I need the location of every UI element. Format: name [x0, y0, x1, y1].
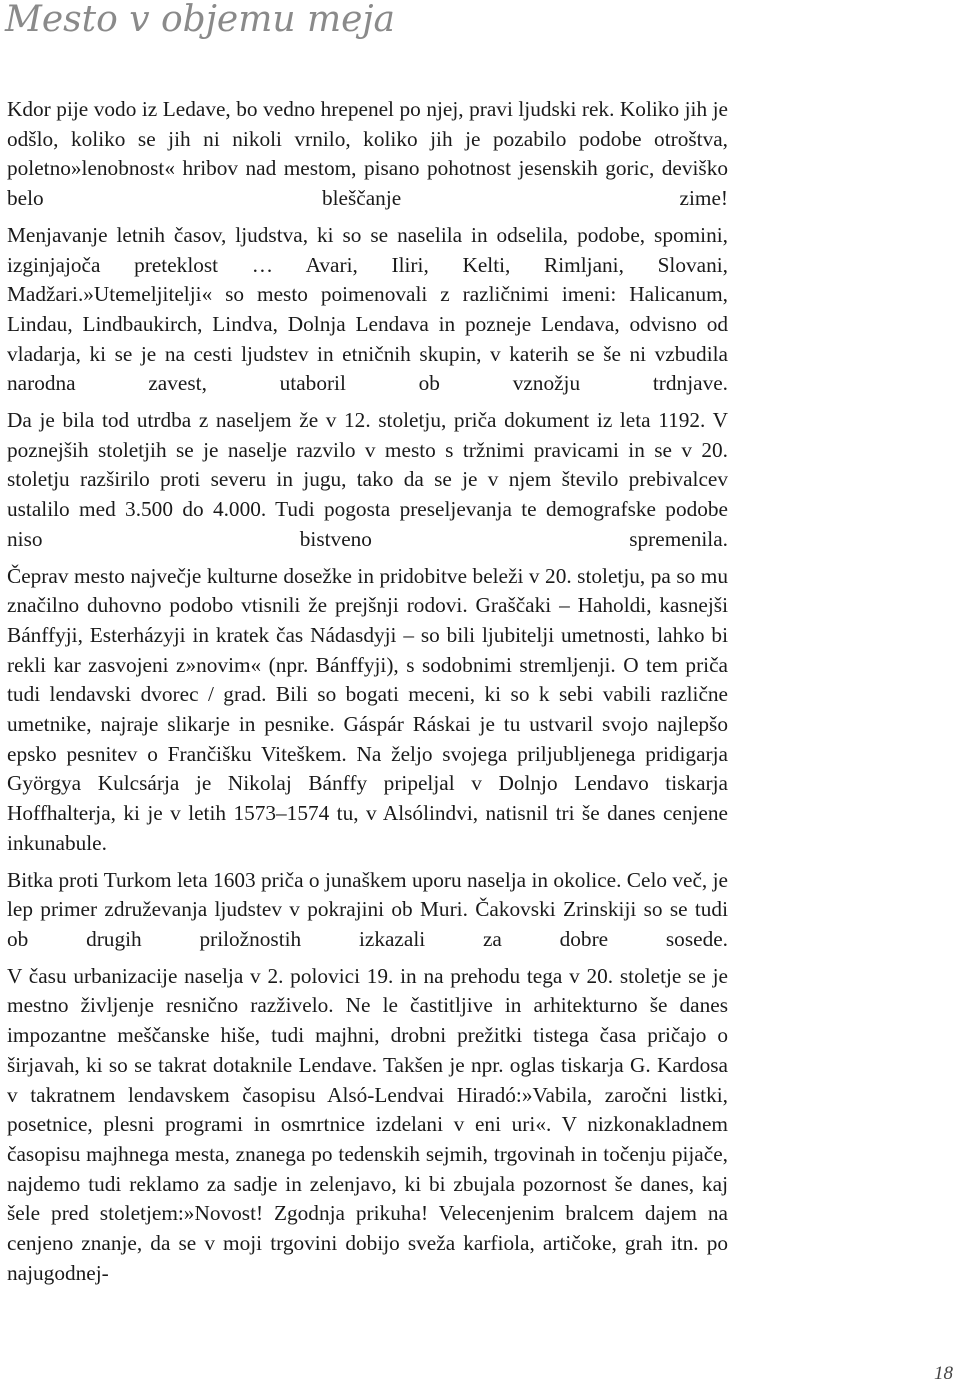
paragraph-3: Da je bila tod utrdba z naseljem že v 12. stoletju, priča dokument iz leta 1192. V poznejših stoletjih se je naselje razvilo v mesto s tržnimi pravicami in se v 20. stoletju razširilo proti severu in jugu, tako da se je v njem število prebivalcev ustalilo med 3.500 do 4.000. Tudi pogosta preseljevanja te demografske podobe niso bistveno spremenila. [7, 408, 728, 551]
body-text [7, 95, 728, 1295]
page-title: Mesto v objemu meja [5, 0, 396, 40]
paragraph-5: Bitka proti Turkom leta 1603 priča o junaškem uporu naselja in okolice. Celo več, je lep primer združevanja ljudstev v pokrajini ob Muri. Čakovski Zrinskiji so se tudi ob drugih priložnostih izkazali za dobre sosede. [7, 867, 728, 951]
paragraph-4: Čeprav mesto največje kulturne dosežke in pridobitve beleži v 20. stoletju, pa so mu značilno duhovno podobo vtisnili že prejšnji rodovi. Graščaki – Haholdi, kasnejši Bánffyji, Esterházyji in kratek čas Nádasdyji – so bili ljubitelji umetnosti, lahko bi rekli kar zasvojeni z»novim« (npr. Bánffyji), s sodobnimi stremljenji. O tem priča tudi lendavski dvorec / grad. Bili so bogati meceni, ki so k sebi vabili različne umetnike, najraje slikarje in pesnike. Gáspár Ráskai je tu ustvaril svojo najlepšo epsko pesnitev o Frančišku Viteškem. Na željo svojega priljubljenega pridigarja Györgya Kulcsárja je Nikolaj Bánffy pripeljal v Dolnjo Lendavo tiskarja Hoffhalterja, ki je v letih 1573–1574 tu, v Alsólindvi, natisnil tri še danes cenjene inkunabule. [7, 563, 728, 855]
paragraph-1: Kdor pije vodo iz Ledave, bo vedno hrepenel po njej, pravi ljudski rek. Koliko jih je odšlo, koliko se jih ni nikoli vrnilo, koliko jih je pozabilo podobe otroštva, poletno»lenobnost« hribov nad mestom, pisano pohotnost jesenskih goric, deviško belo bleščanje zime! [7, 97, 728, 211]
paragraph-6: V času urbanizacije naselja v 2. polovici 19. in na prehodu tega v 20. stoletje se je mestno življenje resnično razživelo. Ne le častitljive in arhitekturno še danes impozantne meščanske hiše, tudi majhni, drobni prežitki tistega časa pričajo o širjavah, ki so se takrat dotaknile Lendave. Takšen je npr. oglas tiskarja G. Kardosa v takratnem lendavskem časopisu Alsó-Lendvai Hiradó:»Vabila, zaročni listki, posetnice, plesni programi in osmrtnice izdelani v eni uri«. V nizkonakladnem časopisu majhnega mesta, znanega po tedenskih sejmih, trgovinah in točenju pijače, najdemo tudi reklamo za sadje in zelenjavo, ki bi zbujala pozornost še danes, kaj šele pred stoletjem:»Novost! Zgodnja prikuha! Velecenjenim bralcem dajem na cenjeno znanje, da se v moji trgovini dobijo sveža karfiola, artičoke, grah itn. po najugodnej- [7, 963, 728, 1285]
paragraph-2: Menjavanje letnih časov, ljudstva, ki so se naselila in odselila, podobe, spomini, izginjajoča preteklost … Avari, Iliri, Kelti, Rimljani, Slovani, Madžari.»Utemeljitelji« so mesto poimenovali z različnimi imeni: Halicanum, Lindau, Lindbaukirch, Lindva, Dolnja Lendava in pozneje Lendava, odvisno od vladarja, ki se je na cesti ljudstev in etničnih skupin, v katerih se še ni vzbudila narodna zavest, utaboril ob vznožju trdnjave. [7, 222, 728, 396]
page-number: 18 [934, 1363, 953, 1384]
